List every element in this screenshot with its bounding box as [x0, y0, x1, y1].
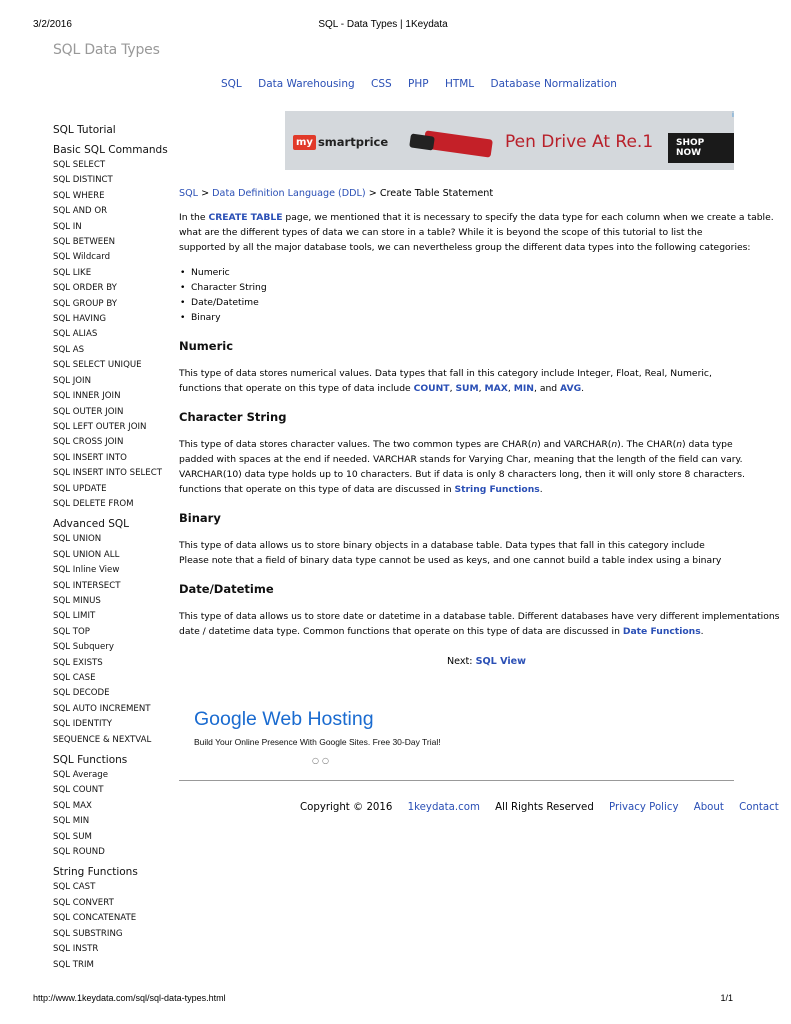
character-line-1: This type of data stores character values. The two common types are CHAR(n) and VARCHAR(n). The CHAR(n) data type [179, 439, 733, 450]
sidebar-item[interactable]: SQL HAVING [53, 314, 107, 325]
intro-line-2: what are the different types of data we can store in a table? While it is beyond the scope of this tutorial to list the [179, 227, 703, 238]
footer [300, 802, 779, 813]
breadcrumb-sep: > [368, 188, 377, 199]
mysmartprice-logo [293, 131, 388, 153]
print-date: 3/2/2016 [33, 19, 72, 30]
breadcrumb-sep: > [201, 188, 210, 199]
ad-banner[interactable] [285, 111, 734, 170]
sidebar-item[interactable]: SQL SELECT UNIQUE [53, 360, 142, 371]
sidebar-item[interactable]: SQL CAST [53, 882, 96, 893]
sidebar-item[interactable]: SQL LIKE [53, 267, 92, 278]
footer-site-link[interactable]: 1keydata.com [407, 802, 480, 813]
data-types-list [179, 265, 734, 325]
topnav-css[interactable]: CSS [371, 78, 392, 90]
sidebar-item[interactable]: SQL CASE [53, 673, 96, 683]
sidebar-item[interactable]: SQL CONVERT [53, 897, 114, 908]
string-functions-link[interactable]: String Functions [454, 484, 540, 495]
sidebar-item[interactable]: SQL LEFT OUTER JOIN [53, 421, 147, 432]
print-doc-title: SQL - Data Types | 1Keydata [318, 19, 448, 30]
sidebar-item[interactable]: SQL SUM [53, 831, 92, 842]
divider [179, 780, 734, 781]
sidebar-item[interactable]: SQL UNION ALL [53, 549, 120, 560]
google-ad-text: Build Your Online Presence With Google Sites. Free 30-Day Trial! [194, 737, 441, 747]
sidebar-item[interactable]: SQL MINUS [53, 595, 101, 606]
about-link[interactable]: About [693, 802, 724, 813]
google-ad-headline[interactable]: Google Web Hosting [194, 708, 374, 730]
list-item: • Date/Datetime [191, 295, 734, 310]
sidebar-item[interactable]: SQL DELETE FROM [53, 498, 134, 509]
site-title: SQL Data Types [53, 42, 160, 58]
logo-smartprice: smartprice [317, 135, 389, 149]
sidebar-item[interactable]: SQL CROSS JOIN [53, 437, 124, 448]
sidebar-item[interactable]: SQL INNER JOIN [53, 391, 121, 402]
sidebar-item[interactable]: SQL TOP [53, 626, 90, 637]
sum-link[interactable]: SUM [455, 383, 479, 394]
list-item: • Numeric [191, 265, 734, 280]
sidebar-item[interactable]: SQL GROUP BY [53, 298, 118, 309]
binary-line-2: Please note that a field of binary data type cannot be used as keys, and one cannot build a table index using a binary [179, 555, 722, 566]
sidebar [53, 122, 173, 973]
numeric-line-1: This type of data stores numerical values. Data types that fall in this category include Integer, Float, Real, Numeric, [179, 368, 712, 379]
breadcrumb-sql[interactable]: SQL [179, 188, 198, 199]
max-link[interactable]: MAX [484, 383, 508, 394]
sidebar-heading[interactable]: SQL Tutorial [53, 124, 116, 136]
main-content [179, 186, 780, 669]
sidebar-item[interactable]: SQL DISTINCT [53, 175, 113, 186]
topnav-data-warehousing[interactable]: Data Warehousing [258, 78, 355, 90]
rights-text: All Rights Reserved [495, 802, 594, 813]
pen-drive-image [410, 131, 495, 157]
sidebar-item[interactable]: SQL LIMIT [53, 611, 96, 622]
list-item: • Binary [191, 310, 734, 325]
sidebar-item[interactable]: SQL Average [53, 770, 109, 781]
sidebar-item[interactable]: SQL CONCATENATE [53, 913, 137, 924]
character-string-heading: Character String [179, 410, 287, 424]
next-sql-view-link[interactable]: SQL View [475, 656, 527, 667]
sidebar-item[interactable]: SQL BETWEEN [53, 237, 116, 248]
print-page-number: 1/1 [720, 993, 733, 1003]
min-link[interactable]: MIN [513, 383, 534, 394]
datetime-line-1: This type of data allows us to store date or datetime in a database table. Different databases have very different implementations [179, 611, 780, 622]
sidebar-heading[interactable]: Advanced SQL [53, 518, 129, 531]
binary-line-1: This type of data allows us to store binary objects in a database table. Data types that fall in this category include [179, 540, 705, 551]
adchoices-icon[interactable]: i [732, 111, 734, 119]
logo-my: my [293, 135, 316, 150]
sidebar-item[interactable]: SQL SUBSTRING [53, 928, 123, 939]
sidebar-item[interactable]: SEQUENCE & NEXTVAL [53, 734, 152, 745]
numeric-heading: Numeric [179, 339, 234, 353]
ad-headline: Pen Drive At Re.1 [505, 132, 654, 152]
sidebar-item[interactable]: SQL IN [53, 221, 82, 232]
binary-heading: Binary [179, 511, 221, 525]
list-item: • Character String [191, 280, 734, 295]
sidebar-item[interactable]: SQL ORDER BY [53, 283, 117, 294]
topnav-sql[interactable]: SQL [221, 78, 242, 90]
sidebar-item[interactable]: SQL MAX [53, 800, 92, 811]
copyright-text: Copyright © 2016 [300, 802, 393, 813]
top-nav [221, 78, 630, 90]
sidebar-heading[interactable]: String Functions [53, 866, 138, 879]
shop-now-button[interactable]: SHOP NOW [668, 133, 734, 163]
sidebar-item[interactable]: SQL TRIM [53, 959, 94, 970]
character-line-2: padded with spaces at the end if needed. VARCHAR stands for Varying Char, meaning that the length of the field can vary. [179, 454, 743, 465]
next-nav [179, 654, 734, 669]
character-line-3: VARCHAR(10) data type holds up to 10 characters. But if data is only 8 characters long, then it will only store 8 characters. [179, 469, 745, 480]
breadcrumb [179, 186, 734, 201]
carousel-dots-icon[interactable]: ○○ [312, 756, 332, 765]
count-link[interactable]: COUNT [413, 383, 450, 394]
date-functions-link[interactable]: Date Functions [622, 626, 701, 637]
next-label: Next: [446, 656, 473, 667]
sidebar-item[interactable]: SQL Wildcard [53, 252, 111, 263]
breadcrumb-ddl[interactable]: Data Definition Language (DDL) [212, 188, 366, 199]
sidebar-item[interactable]: SQL OUTER JOIN [53, 406, 124, 417]
intro-line-3: supported by all the major database tools, we can nevertheless group the different data types into the following categories: [179, 242, 751, 253]
sidebar-item[interactable]: SQL UNION [53, 534, 102, 545]
sidebar-heading[interactable]: Basic SQL Commands [53, 144, 168, 156]
sidebar-item[interactable]: SQL IDENTITY [53, 719, 113, 730]
sidebar-item[interactable]: SQL INTERSECT [53, 580, 121, 591]
sidebar-item[interactable]: SQL COUNT [53, 785, 104, 796]
intro-line-1: In the CREATE TABLE page, we mentioned that it is necessary to specify the data type for each column when we create a table. [179, 212, 774, 223]
sidebar-item[interactable]: SQL AS [53, 344, 85, 355]
contact-link[interactable]: Contact [739, 802, 779, 813]
topnav-php[interactable]: PHP [408, 78, 429, 90]
sidebar-item[interactable]: SQL WHERE [53, 190, 105, 201]
create-table-link[interactable]: CREATE TABLE [208, 212, 283, 223]
sidebar-item[interactable]: SQL JOIN [53, 375, 92, 386]
datetime-line-2: date / datetime data type. Common functions that operate on this type of data are discussed in Date Functions. [179, 626, 704, 637]
sidebar-item[interactable]: SQL DECODE [53, 688, 110, 699]
topnav-html[interactable]: HTML [444, 78, 475, 90]
privacy-policy-link[interactable]: Privacy Policy [609, 802, 679, 813]
datetime-heading: Date/Datetime [179, 582, 274, 596]
sidebar-item[interactable]: SQL ROUND [53, 847, 105, 858]
sidebar-item[interactable]: SQL SELECT [53, 160, 106, 170]
topnav-database-normalization[interactable]: Database Normalization [490, 78, 617, 90]
sidebar-item[interactable]: SQL Inline View [53, 565, 120, 576]
numeric-line-2: functions that operate on this type of data include COUNT, SUM, MAX, MIN, and AVG. [179, 383, 585, 394]
sidebar-item[interactable]: SQL INSTR [53, 944, 99, 955]
sidebar-item[interactable]: SQL Subquery [53, 642, 114, 653]
print-url: http://www.1keydata.com/sql/sql-data-types.html [33, 993, 226, 1003]
sidebar-item[interactable]: SQL MIN [53, 816, 90, 827]
character-line-4: functions that operate on this type of data are discussed in String Functions. [179, 484, 543, 495]
sidebar-item[interactable]: SQL AUTO INCREMENT [53, 703, 151, 714]
sidebar-item[interactable]: SQL EXISTS [53, 657, 103, 668]
google-ad[interactable] [194, 708, 441, 765]
breadcrumb-current: Create Table Statement [379, 188, 494, 199]
sidebar-item[interactable]: SQL AND OR [53, 206, 108, 217]
sidebar-item[interactable]: SQL INSERT INTO SELECT [53, 468, 162, 479]
sidebar-item[interactable]: SQL ALIAS [53, 329, 98, 340]
avg-link[interactable]: AVG [560, 383, 582, 394]
sidebar-item[interactable]: SQL INSERT INTO [53, 452, 127, 463]
sidebar-item[interactable]: SQL UPDATE [53, 483, 107, 494]
sidebar-heading[interactable]: SQL Functions [53, 754, 128, 767]
